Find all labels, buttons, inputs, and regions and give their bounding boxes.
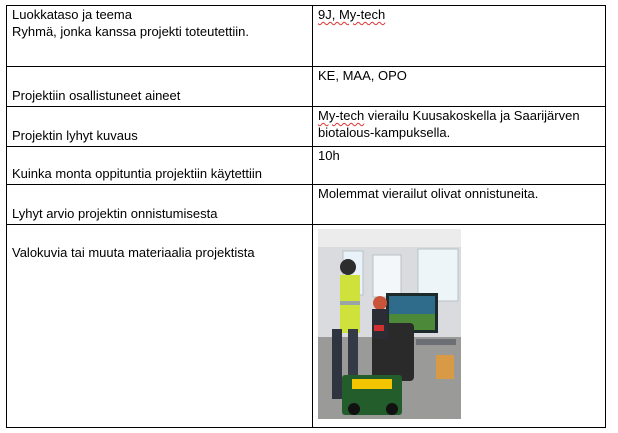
description-value xyxy=(313,107,606,147)
table-row xyxy=(7,225,606,428)
row-value xyxy=(313,6,606,67)
photo-cell xyxy=(313,225,606,428)
row-label xyxy=(7,67,313,107)
row-label xyxy=(7,107,313,147)
table-row xyxy=(7,67,606,107)
project-photo xyxy=(318,229,461,419)
grade-theme-value: 9J, My-tech xyxy=(318,7,386,22)
evaluation-value: Molemmat vierailut olivat onnistuneita. xyxy=(313,185,606,225)
table-row xyxy=(7,107,606,147)
project-table xyxy=(6,5,606,428)
photos-label: Valokuvia tai muuta materiaalia projektista xyxy=(12,245,255,260)
row-label xyxy=(7,6,313,67)
lessons-value: 10h xyxy=(313,147,606,185)
group-label: Ryhmä, jonka kanssa projekti toteutettiin. xyxy=(12,24,250,39)
table-row xyxy=(7,6,606,67)
description-value-rest: vierailu Kuusakoskella ja Saarijärven biotalous-kampuksella. xyxy=(318,108,580,140)
evaluation-label: Lyhyt arvio projektin onnistumisesta xyxy=(12,206,218,221)
lessons-label: Kuinka monta oppituntia projektiin käytettiin xyxy=(12,166,263,181)
table-row xyxy=(7,147,606,185)
subjects-value: KE, MAA, OPO xyxy=(313,67,606,107)
row-label xyxy=(7,225,313,428)
description-value-start: My-tech xyxy=(318,108,365,123)
table-row xyxy=(7,185,606,225)
row-label xyxy=(7,185,313,225)
subjects-label: Projektiin osallistuneet aineet xyxy=(12,88,181,103)
description-label: Projektin lyhyt kuvaus xyxy=(12,128,138,143)
grade-theme-label: Luokkataso ja teema xyxy=(12,7,132,22)
row-label xyxy=(7,147,313,185)
